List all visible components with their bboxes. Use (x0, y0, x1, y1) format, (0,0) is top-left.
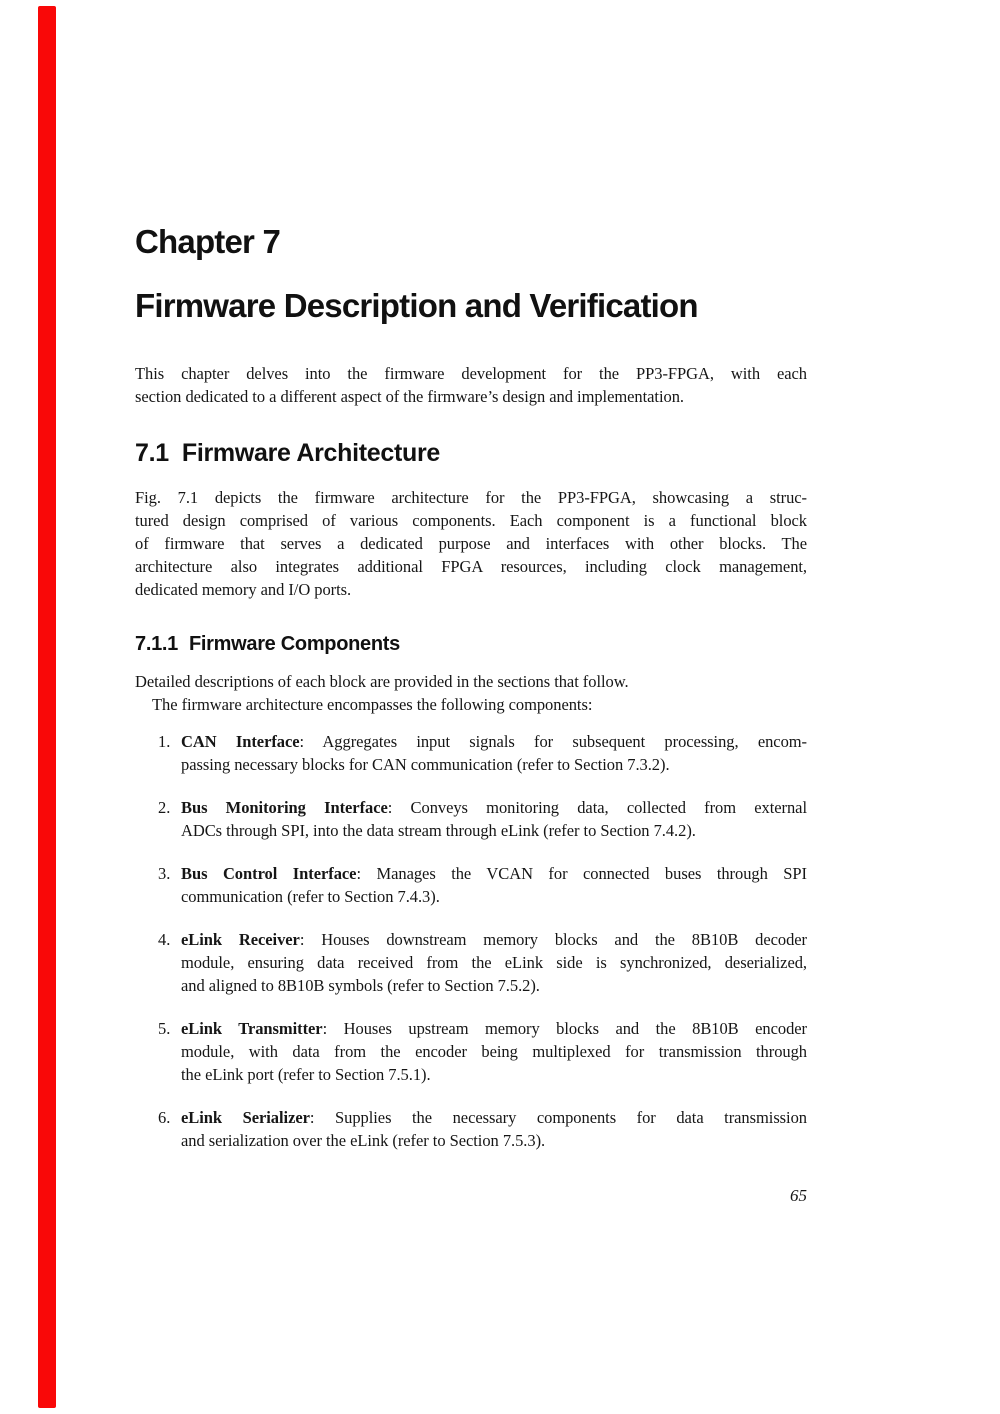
chapter-lead-paragraph (135, 362, 807, 408)
list-item-elink-receiver (135, 928, 807, 997)
item-text (181, 1017, 807, 1086)
list-item-bus-monitoring-interface (135, 796, 807, 842)
text-line: the eLink port (refer to Section 7.5.1). (181, 1065, 431, 1084)
section-title: Firmware Architecture (181, 439, 441, 467)
list-item-can-interface (135, 730, 807, 776)
text-line: dedicated memory and I/O ports. (135, 580, 352, 599)
item-text (181, 1106, 807, 1152)
component-term: eLink Receiver (181, 930, 300, 949)
component-term: eLink Serializer (181, 1108, 310, 1127)
text-line: communication (refer to Section 7.4.3). (181, 887, 440, 906)
text-line: tured design comprised of various components. Each component is a functional block (135, 511, 807, 530)
intro-line-2: The firmware architecture encompasses the following components: (152, 695, 593, 714)
text-line: Bus Monitoring Interface: Conveys monitoring data, collected from external (181, 798, 807, 817)
components-intro (135, 670, 807, 716)
section-number: 7.1 (135, 439, 169, 467)
component-list (135, 730, 807, 1152)
list-item-elink-serializer (135, 1106, 807, 1152)
component-term: eLink Transmitter (181, 1019, 323, 1038)
component-term: CAN Interface (181, 732, 300, 751)
text-line: module, with data from the encoder being multiplexed for transmission through (181, 1042, 807, 1061)
item-number: 4. (158, 930, 171, 949)
text-line: eLink Serializer: Supplies the necessary components for data transmission (181, 1108, 807, 1127)
text-line: passing necessary blocks for CAN communication (refer to Section 7.3.2). (181, 755, 670, 774)
text-line: of firmware that serves a dedicated purpose and interfaces with other blocks. The (135, 534, 807, 553)
text-line: This chapter delves into the firmware development for the PP3-FPGA, with each (135, 364, 807, 383)
component-term: Bus Monitoring Interface (181, 798, 388, 817)
text-line: eLink Receiver: Houses downstream memory blocks and the 8B10B decoder (181, 930, 807, 949)
item-text (181, 862, 807, 908)
component-term: Bus Control Interface (181, 864, 357, 883)
text-line: architecture also integrates additional FPGA resources, including clock management, (135, 557, 807, 576)
item-number: 3. (158, 864, 171, 883)
architecture-paragraph (135, 486, 807, 601)
page-number: 65 (790, 1186, 807, 1205)
subsection-number: 7.1.1 (135, 633, 178, 655)
text-line: Fig. 7.1 depicts the firmware architecture for the PP3-FPGA, showcasing a struc- (135, 488, 807, 507)
chapter-title: Firmware Description and Verification (135, 287, 698, 324)
change-bar (38, 6, 56, 1408)
text-line: eLink Transmitter: Houses upstream memory blocks and the 8B10B encoder (181, 1019, 807, 1038)
item-number: 1. (158, 732, 171, 751)
subsection-title: Firmware Components (188, 633, 400, 655)
text-line: CAN Interface: Aggregates input signals for subsequent processing, encom- (181, 732, 808, 751)
text-line: module, ensuring data received from the eLink side is synchronized, deserialized, (181, 953, 807, 972)
item-text (181, 928, 807, 997)
subsection-heading-7-1-1 (135, 634, 807, 654)
text-line: Bus Control Interface: Manages the VCAN for connected buses through SPI (181, 864, 807, 883)
text-line: ADCs through SPI, into the data stream through eLink (refer to Section 7.4.2). (181, 821, 696, 840)
item-number: 2. (158, 798, 171, 817)
chapter-kicker: Chapter 7 (135, 223, 281, 260)
list-item-bus-control-interface (135, 862, 807, 908)
item-number: 5. (158, 1019, 171, 1038)
section-heading-7-1 (135, 441, 807, 466)
text-line: section dedicated to a different aspect of the firmware’s design and implementation. (135, 387, 684, 406)
intro-line-1: Detailed descriptions of each block are provided in the sections that follow. (135, 672, 629, 691)
item-text (181, 730, 807, 776)
item-text (181, 796, 807, 842)
item-number: 6. (158, 1108, 171, 1127)
text-line: and aligned to 8B10B symbols (refer to Section 7.5.2). (181, 976, 540, 995)
text-line: and serialization over the eLink (refer to Section 7.5.3). (181, 1131, 546, 1150)
list-item-elink-transmitter (135, 1017, 807, 1086)
